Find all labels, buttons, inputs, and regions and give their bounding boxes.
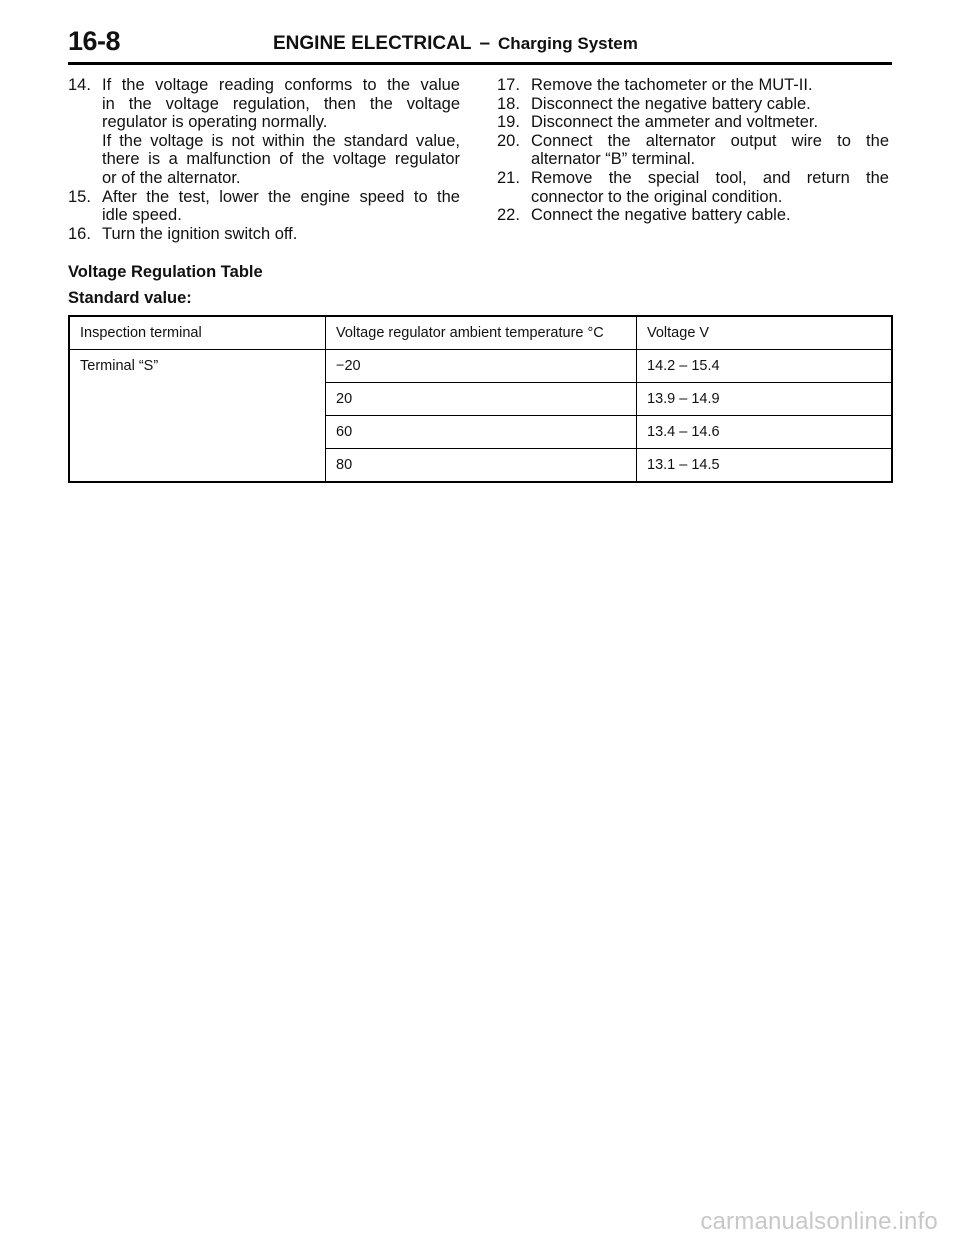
step-number: 15. — [68, 187, 91, 206]
step-17 — [497, 76, 889, 95]
step-number: 20. — [497, 131, 520, 150]
section-title — [273, 33, 638, 55]
step-18 — [497, 95, 889, 114]
step-line: Remove the tachometer or the MUT-II. — [531, 76, 813, 94]
left-column — [68, 76, 460, 243]
voltage-cell: 14.2 – 15.4 — [637, 350, 893, 383]
watermark: carmanualsonline.info — [700, 1208, 938, 1235]
title-separator: – — [479, 33, 491, 54]
header-ambient-temperature: Voltage regulator ambient temperature °C — [326, 316, 637, 350]
step-line: Disconnect the ammeter and voltmeter. — [531, 113, 819, 132]
temperature-cell: 20 — [326, 383, 637, 416]
step-line: If the voltage is not within the standard value, — [102, 131, 460, 150]
voltage-regulation-table — [68, 315, 893, 483]
page-header — [68, 28, 892, 65]
right-column — [497, 76, 889, 225]
step-line: there is a malfunction of the voltage regulator — [102, 150, 460, 169]
step-number: 21. — [497, 168, 520, 187]
step-number: 16. — [68, 224, 91, 243]
step-number: 18. — [497, 94, 520, 113]
step-line: Connect the negative battery cable. — [531, 206, 791, 225]
voltage-cell: 13.4 – 14.6 — [637, 416, 893, 449]
step-16 — [68, 225, 460, 244]
table-header-row — [69, 316, 892, 350]
step-line: Connect the alternator output wire to the — [531, 131, 889, 150]
step-20 — [497, 132, 889, 169]
temperature-cell: −20 — [326, 350, 637, 383]
voltage-cell: 13.9 – 14.9 — [637, 383, 893, 416]
step-line: Remove the special tool, and return the — [531, 168, 889, 187]
step-number: 22. — [497, 206, 520, 225]
step-line: or of the alternator. — [102, 168, 241, 187]
step-19 — [497, 113, 889, 132]
step-line: connector to the original condition. — [531, 187, 783, 206]
header-inspection-terminal: Inspection terminal — [69, 316, 326, 350]
step-number: 19. — [497, 113, 520, 132]
step-21 — [497, 169, 889, 206]
temperature-cell: 80 — [326, 449, 637, 483]
section-name: ENGINE ELECTRICAL — [273, 33, 472, 54]
step-line: If the voltage reading conforms to the value — [102, 76, 460, 94]
step-22 — [497, 206, 889, 225]
step-line: After the test, lower the engine speed to the — [102, 187, 460, 206]
step-line: in the voltage regulation, then the voltage — [102, 94, 460, 113]
step-15 — [68, 188, 460, 225]
step-line: Disconnect the negative battery cable. — [531, 94, 811, 113]
terminal-cell: Terminal “S” — [69, 350, 326, 483]
standard-value-label: Standard value: — [68, 289, 192, 307]
voltage-cell: 13.1 – 14.5 — [637, 449, 893, 483]
table-title: Voltage Regulation Table — [68, 263, 263, 281]
table-row — [69, 350, 892, 383]
temperature-cell: 60 — [326, 416, 637, 449]
subsection-name: Charging System — [498, 34, 638, 53]
step-line: regulator is operating normally. — [102, 113, 328, 132]
header-voltage: Voltage V — [637, 316, 893, 350]
step-number: 17. — [497, 76, 520, 94]
step-number: 14. — [68, 76, 91, 94]
step-line: idle speed. — [102, 206, 182, 225]
step-line: alternator “B” terminal. — [531, 150, 696, 169]
step-14 — [68, 76, 460, 188]
page-number: 16-8 — [68, 26, 121, 56]
step-line: Turn the ignition switch off. — [102, 224, 298, 243]
